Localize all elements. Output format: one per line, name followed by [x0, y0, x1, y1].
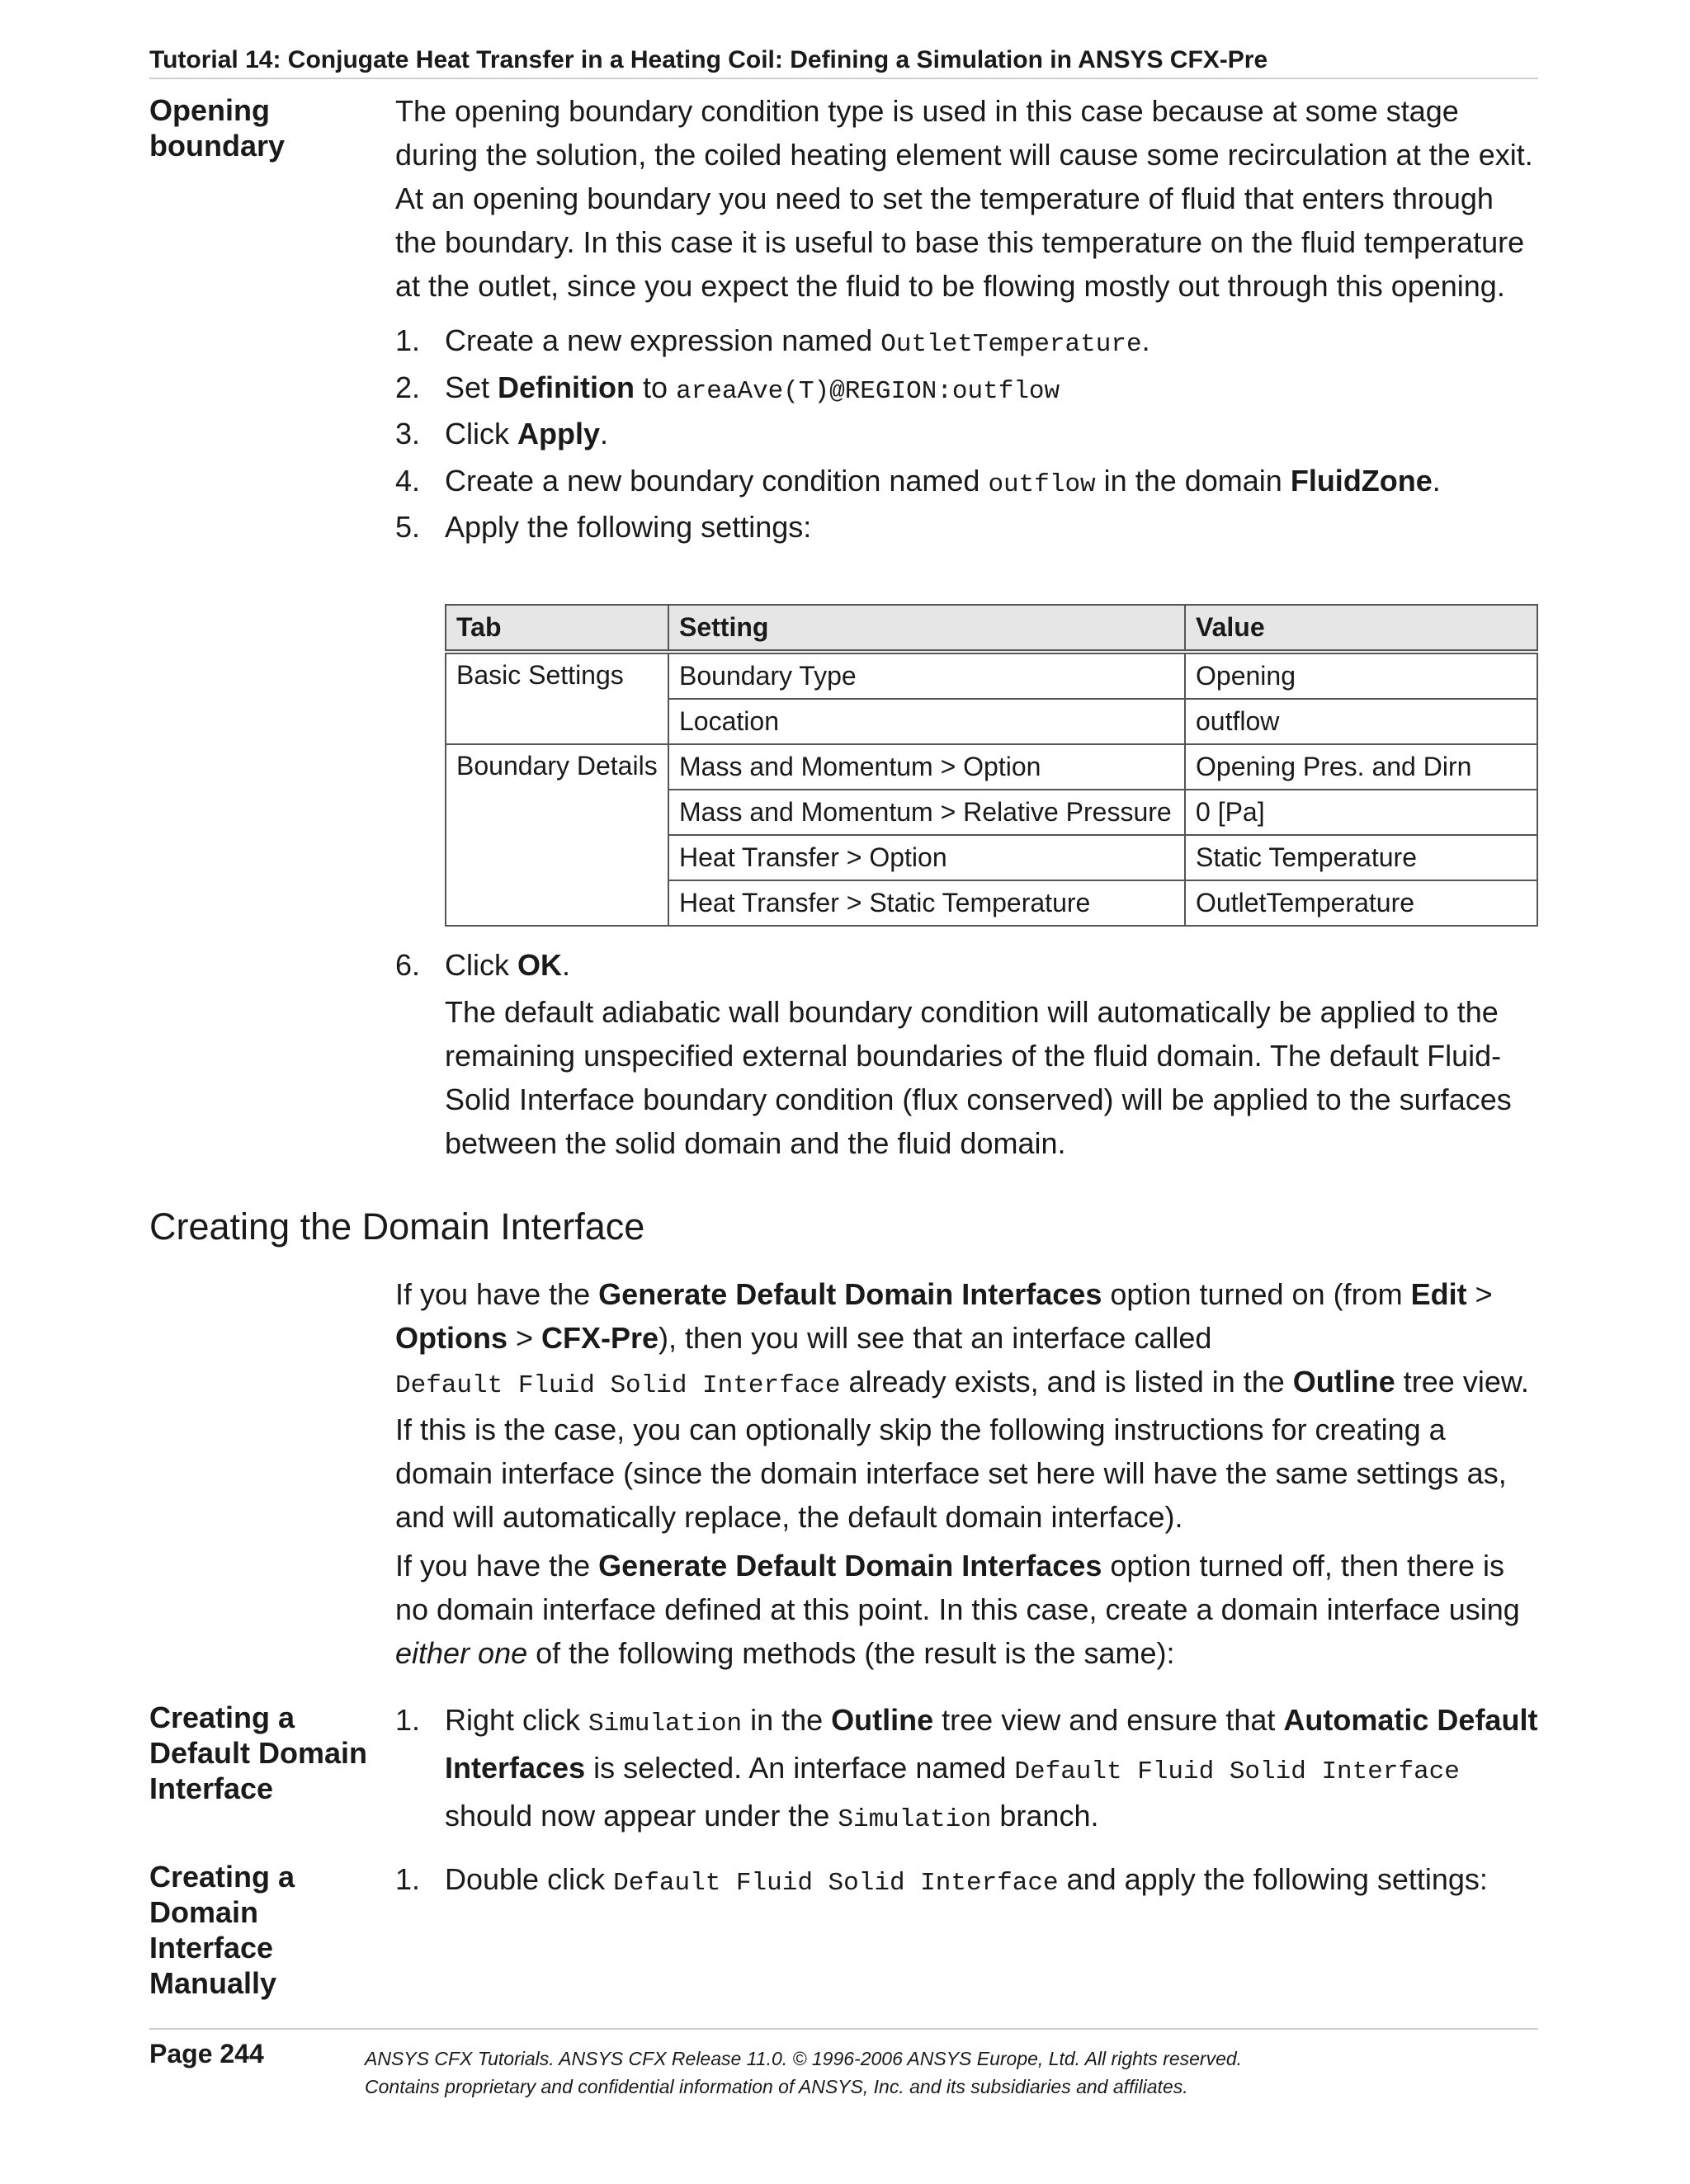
page-number: Page 244 — [149, 2039, 264, 2068]
interface-name-code: Default Fluid Solid Interface — [395, 1371, 841, 1400]
opening-intro-paragraph — [395, 89, 1538, 308]
table-cell: Heat Transfer > Static Temperature — [668, 880, 1185, 926]
copyright-line-2: Contains proprietary and confidential information of ANSYS, Inc. and its subsidiaries and affiliates. — [365, 2076, 1188, 2097]
section-heading: Creating the Domain Interface — [149, 1205, 645, 1248]
step-text: Set Definition to areaAve(T)@REGION:outflow — [445, 370, 1060, 406]
table-cell: Opening Pres. and Dirn — [1185, 744, 1537, 790]
opening-step-3 — [395, 412, 1538, 455]
step-text: Click OK. — [445, 948, 571, 982]
default-interface-step-1 — [395, 1698, 1538, 1834]
table-header-row — [446, 605, 1537, 652]
manual-interface-step-1 — [395, 1857, 1538, 1901]
step-text: Click Apply. — [445, 417, 609, 450]
copyright-notice — [365, 2045, 1538, 2101]
simulation-code: Simulation — [588, 1710, 743, 1738]
opening-step-5 — [395, 505, 1538, 549]
interface-name-code: Default Fluid Solid Interface — [1014, 1757, 1460, 1786]
simulation-code: Simulation — [838, 1805, 992, 1834]
table-header-cell: Tab — [446, 605, 668, 652]
step-number: 1. — [395, 1862, 421, 1896]
interface-name-code: Default Fluid Solid Interface — [613, 1869, 1059, 1898]
interface-paragraph-1-text: If you have the Generate Default Domain Interfaces option turned on (from Edit > Options > CFX-Pre), then you will see that an interface called Default Fluid Solid Interface already exists, and is listed in the Outline tree view. If this is the case, you can optionally skip the following instructions for creating a domain interface (since the domain interface set here will have the same settings as, and will automatically replace, the default domain interface). — [395, 1277, 1529, 1534]
table-cell: 0 [Pa] — [1185, 790, 1537, 835]
table-cell: OutletTemperature — [1185, 880, 1537, 926]
table-cell-tab: Basic Settings — [446, 652, 668, 744]
table-cell: Static Temperature — [1185, 835, 1537, 880]
expression-name-code: OutletTemperature — [880, 330, 1142, 359]
opening-step-6 — [395, 943, 1538, 987]
side-label-manual-interface: Creating a Domain Interface Manually — [149, 1860, 295, 2000]
side-label-default-interface: Creating a Default Domain Interface — [149, 1701, 368, 1805]
boundary-name-code: outflow — [988, 470, 1096, 499]
opening-after-paragraph — [445, 990, 1538, 1165]
footer-divider — [149, 2028, 1538, 2030]
table-cell: outflow — [1185, 699, 1537, 744]
step-text: Double click Default Fluid Solid Interface and apply the following settings: — [445, 1862, 1488, 1898]
copyright-line-1: ANSYS CFX Tutorials. ANSYS CFX Release 11.0. © 1996-2006 ANSYS Europe, Ltd. All rights reserved. — [365, 2048, 1243, 2069]
step-number: 6. — [395, 948, 421, 982]
definition-code: areaAve(T)@REGION:outflow — [676, 377, 1060, 406]
opening-intro-text: The opening boundary condition type is used in this case because at some stage during the solution, the coiled heating element will cause some recirculation at the exit. At an opening boundary you need to set the temperature of fluid that enters through the boundary. In this case it is useful to base this temperature on the fluid temperature at the outlet, since you expect the fluid to be flowing mostly out through this opening. — [395, 94, 1533, 303]
step-number: 1. — [395, 323, 421, 357]
opening-after-text: The default adiabatic wall boundary condition will automatically be applied to the remaining unspecified external boundaries of the fluid domain. The default Fluid-Solid Interface boundary condition (flux conserved) will be applied to the surfaces between the solid domain and the fluid domain. — [445, 995, 1512, 1160]
table-cell: Mass and Momentum > Option — [668, 744, 1185, 790]
table-header-cell: Value — [1185, 605, 1537, 652]
table-cell: Opening — [1185, 652, 1537, 699]
side-label-opening-boundary: Opening boundary — [149, 93, 286, 163]
table-row — [446, 744, 1537, 790]
opening-step-2 — [395, 366, 1538, 409]
running-header: Tutorial 14: Conjugate Heat Transfer in a Heating Coil: Defining a Simulation in ANSYS CFX-Pre — [149, 45, 1538, 79]
table-header-cell: Setting — [668, 605, 1185, 652]
table-cell: Heat Transfer > Option — [668, 835, 1185, 880]
table-cell: Location — [668, 699, 1185, 744]
step-text: Apply the following settings: — [445, 510, 812, 544]
table-cell-tab: Boundary Details — [446, 744, 668, 926]
step-number: 1. — [395, 1703, 421, 1737]
step-text: Right click Simulation in the Outline tree view and ensure that Automatic Default Interfaces is selected. An interface named Default Fluid Solid Interface should now appear under the Simulation branch. — [445, 1703, 1538, 1834]
table-cell: Boundary Type — [668, 652, 1185, 699]
interface-paragraph-2-text: If you have the Generate Default Domain Interfaces option turned off, then there is no domain interface defined at this point. In this case, create a domain interface using either one of the following methods (the result is the same): — [395, 1549, 1520, 1670]
opening-step-4 — [395, 459, 1538, 502]
interface-paragraph-1 — [395, 1272, 1538, 1539]
step-number: 5. — [395, 510, 421, 544]
boundary-settings-table — [445, 604, 1538, 927]
step-number: 2. — [395, 370, 421, 404]
step-text: Create a new expression named OutletTemperature. — [445, 323, 1150, 359]
opening-step-1 — [395, 318, 1538, 362]
step-text: Create a new boundary condition named outflow in the domain FluidZone. — [445, 464, 1441, 499]
interface-paragraph-2 — [395, 1544, 1538, 1675]
step-number: 3. — [395, 417, 421, 450]
table-row — [446, 652, 1537, 699]
step-number: 4. — [395, 464, 421, 498]
table-cell: Mass and Momentum > Relative Pressure — [668, 790, 1185, 835]
